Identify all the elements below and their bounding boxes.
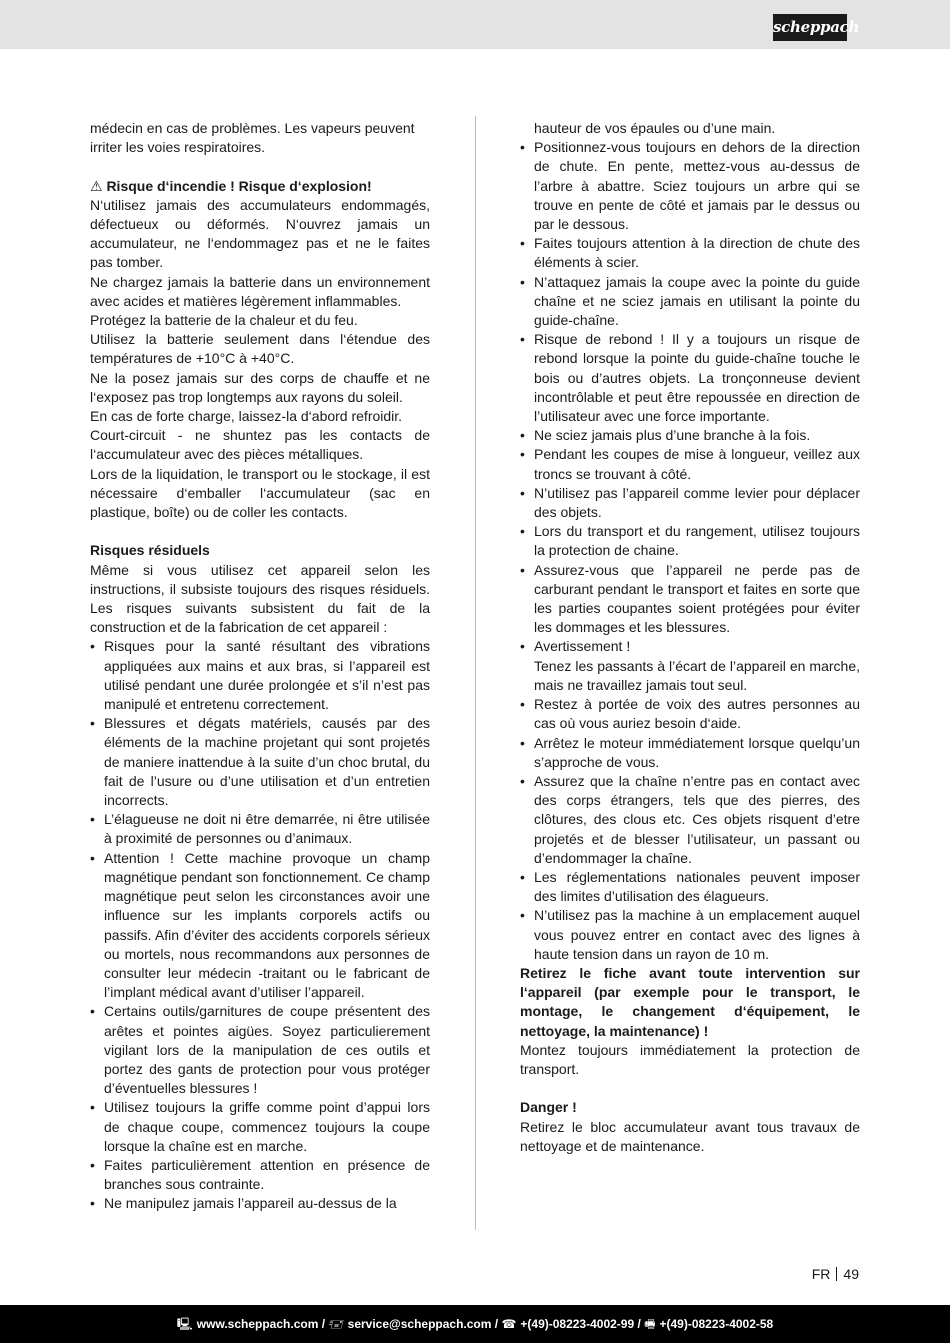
page-number-value: 49 (843, 1266, 859, 1282)
footer-separator: / (318, 1317, 329, 1331)
fire-text-7: Court-circuit - ne shuntez pas les contacts de l‘accumulateur avec des pièces métalliques. (90, 427, 430, 463)
fire-text-5: Ne la posez jamais sur des corps de chauffe et ne l‘exposez pas trop longtemps aux rayons du soleil. (90, 369, 430, 405)
footer-phone: +(49)-08223-4002-99 (520, 1317, 635, 1331)
list-item: • Ne manipulez jamais l’appareil au-dessus de la (90, 1194, 430, 1213)
residual-risks-heading: Risques résiduels (90, 542, 210, 559)
list-item: • Lors du transport et du rangement, utilisez toujours la protection de chaine. (520, 522, 860, 560)
fire-risk-heading: ⚠ Risque d‘incendie ! Risque d‘explosion! (90, 177, 372, 194)
danger-heading: Danger ! (520, 1099, 577, 1116)
top-header-bar (0, 0, 950, 49)
page-number (812, 1265, 859, 1283)
list-item (520, 637, 860, 695)
transport-note: Montez toujours immédiatement la protection de transport. (520, 1041, 860, 1077)
footer-fax: +(49)-08223-4002-58 (659, 1317, 774, 1331)
list-item: • Blessures et dégats matériels, causés par des éléments de la machine projetant qui sont projetés de maniere inattendue à la suite d’un choc brutal, du fait de l’usure ou d’une utilisation et d’un entretien incorrects. (90, 714, 430, 810)
list-item: • N’utilisez pas l’appareil comme levier pour déplacer des objets. (520, 484, 860, 522)
list-item: • Faites toujours attention à la direction de chute des éléments à scier. (520, 234, 860, 272)
phone-icon: ☎ (501, 1317, 517, 1331)
fire-text-1: N‘utilisez jamais des accumulateurs endommagés, défectueux ou déformés. N‘ouvrez jamais un accumulateur, ne l‘endommagez pas et ne le faites pas tomber. (90, 196, 430, 271)
list-item: • N’attaquez jamais la coupe avec la pointe du guide chaîne et ne sciez jamais en utilisant la pointe du guide-chaîne. (520, 273, 860, 331)
footer-separator: / (634, 1317, 645, 1331)
footer-bar (0, 1305, 950, 1343)
left-column (90, 119, 430, 1214)
list-item: • Assurez que la chaîne n’entre pas en contact avec des corps étrangers, tels que des pierres, des clôtures, des clous etc. Ces objets risquent d’etre projetés et de blesser l’utilisateur, un passant ou d’endommager la chaîne. (520, 772, 860, 868)
brand-logo: scheppach (773, 14, 847, 41)
fire-text-2: Ne chargez jamais la batterie dans un environnement avec acides et matières légèrement inflammables. (90, 273, 430, 309)
footer-separator: / (491, 1317, 502, 1331)
list-item: • Arrêtez le moteur immédiatement lorsque quelqu’un s’approche de vous. (520, 734, 860, 772)
intro-line-1: médecin en cas de problèmes. Les vapeurs peuvent (90, 120, 415, 136)
list-item: • Risque de rebond ! Il y a toujours un risque de rebond lorsque la pointe du guide-chaîne touche le bois ou d’autres objets. La tronçonneuse devient incontrôlable et peut être repoussée en direction de l’utilisateur avec une force importante. (520, 330, 860, 426)
list-item: • N’utilisez pas la machine à un emplacement auquel vous pouvez entrer en contact avec des lignes à haute tension dans un rayon de 10 m. (520, 906, 860, 964)
footer-website-link[interactable]: www.scheppach.com (196, 1317, 319, 1331)
warning-label: • Avertissement ! (534, 638, 631, 655)
unplug-warning: Retirez le fiche avant toute intervention sur l‘appareil (par exemple pour le transport, le montage, le changement d‘équipement, le nettoyage, la maintenance) ! (520, 964, 860, 1039)
list-item: • Assurez-vous que l’appareil ne perde pas de carburant pendant le transport et faites en sorte que les parties coupantes soient protégées pour éviter les dommages et les blessures. (520, 561, 860, 638)
fire-text-6: En cas de forte charge, laissez-la d‘abord refroidir. (90, 408, 403, 425)
list-item: • Les réglementations nationales peuvent imposer des limites d’utilisation des élagueurs. (520, 868, 860, 906)
list-item: • Ne sciez jamais plus d’une branche à la fois. (520, 426, 860, 445)
mail-icon: 🖅 (328, 1317, 344, 1331)
list-item: • Risques pour la santé résultant des vibrations appliquées aux mains et aux bras, si l’appareil est utilisé pendant une durée prolongée et s’il n’est pas manipulé et entretenu correctement. (90, 637, 430, 714)
list-item: • Certains outils/garnitures de coupe présentent des arêtes et pointes aigües. Soyez particulierement vigilant lors de la manipulation de ces outils et portez des gants de protection pour vous protéger d’éventuelles blessures ! (90, 1002, 430, 1098)
list-item: • Pendant les coupes de mise à longueur, veillez aux troncs se trouvant à côté. (520, 445, 860, 483)
list-item: • Utilisez toujours la griffe comme point d’appui lors de chaque coupe, commencez toujours la coupe lorsque la chaîne est en marche. (90, 1098, 430, 1156)
list-item: • L’élagueuse ne doit ni être demarrée, ni être utilisée à proximité de personnes ou d’animaux. (90, 810, 430, 848)
list-item: • Faites particulièrement attention en présence de branches sous contrainte. (90, 1156, 430, 1194)
safety-list (520, 138, 860, 964)
list-item: • Positionnez-vous toujours en dehors de la direction de chute. En pente, mettez-vous au-dessus de l’arbre à abattre. Sciez toujours un arbre qui se trouve en pente de côté et jamais par le dessus ou par le dessous. (520, 138, 860, 234)
residual-risks-intro: Même si vous utilisez cet appareil selon les instructions, il subsiste toujours des risques résiduels. Les risques suivants subsistent du fait de la construction et de la fabrication de cet appareil : (90, 561, 430, 636)
page-separator (836, 1267, 837, 1281)
fire-text-8: Lors de la liquidation, le transport ou le stockage, il est nécessaire d‘emballer l‘accumulateur (sac en plastique, boîte) ou de coller les contacts. (90, 465, 430, 521)
computer-icon: 🖳 (176, 1317, 193, 1331)
continuation-line: hauteur de vos épaules ou d’une main. (534, 120, 776, 136)
right-column (520, 119, 860, 1156)
residual-risks-list (90, 637, 430, 1213)
warning-text: Tenez les passants à l’écart de l’appareil en marche, mais ne travaillez jamais tout seul. (534, 657, 860, 693)
danger-text: Retirez le bloc accumulateur avant tous travaux de nettoyage et de maintenance. (520, 1118, 860, 1154)
list-item: • Restez à portée de voix des autres personnes au cas où vous auriez besoin d‘aide. (520, 695, 860, 733)
fire-text-3: Protégez la batterie de la chaleur et du feu. (90, 312, 358, 329)
language-code: FR (811, 1266, 831, 1282)
fax-icon: 🖷 (644, 1317, 656, 1331)
footer-email-link[interactable]: service@scheppach.com (347, 1317, 492, 1331)
list-item: • Attention ! Cette machine provoque un champ magnétique pendant son fonctionnement. Ce champ magnétique peut selon les circonstances avoir une influence sur les implants corporels actifs ou passifs. Afin d’éviter des accidents corporels sérieux ou mortels, nous recommandons aux personnes de consulter leur médecin -traitant ou le fabricant de l’implant médical avant d’utiliser l’appareil. (90, 849, 430, 1003)
column-divider (475, 116, 476, 1230)
fire-text-4: Utilisez la batterie seulement dans l‘étendue des températures de +10°C à +40°C. (90, 331, 430, 367)
intro-line-2: irriter les voies respiratoires. (90, 139, 266, 156)
